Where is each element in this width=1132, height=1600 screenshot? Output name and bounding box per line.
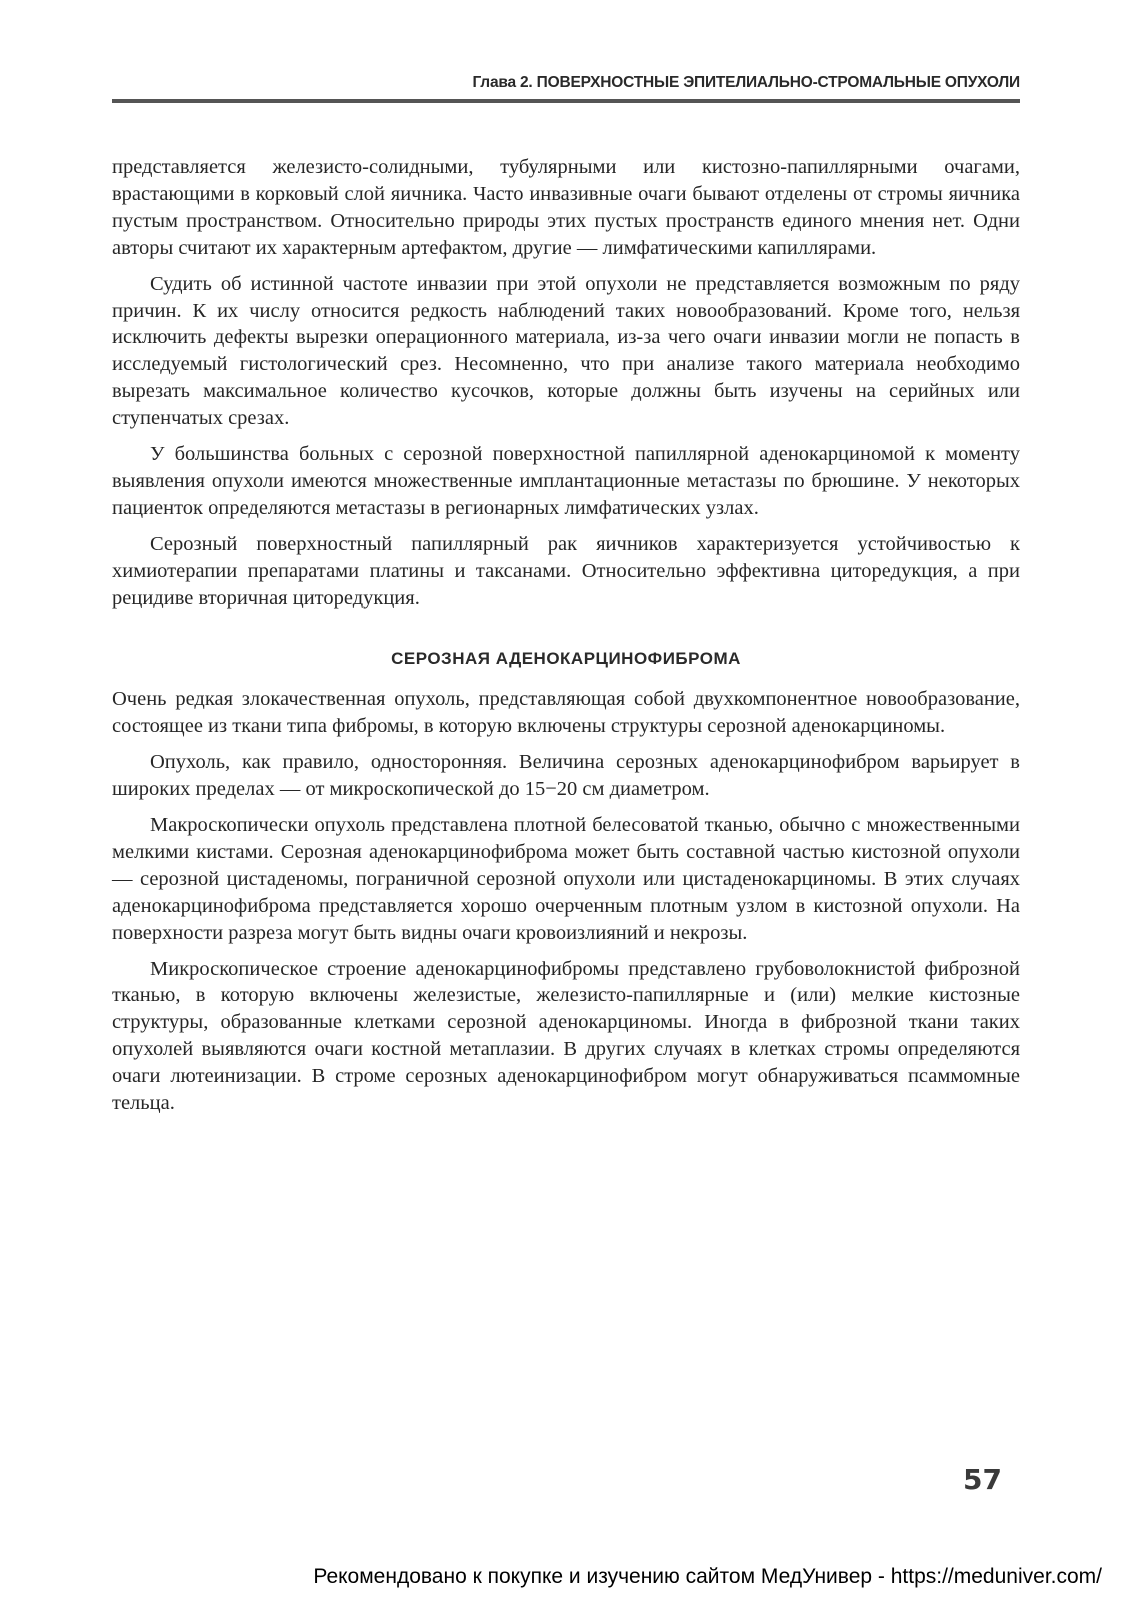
paragraph-4: Серозный поверхностный папиллярный рак яичников характеризуется устойчивостью к химиотерапии препаратами платины и таксанами. Относительно эффективна циторедукция, а при рецидиве вторичная циторедукция.	[112, 532, 1020, 609]
paragraph-8: Микроскопическое строение аденокарцинофибромы представлено грубоволокнистой фиброзной тканью, в которую включены железистые, железисто-папиллярные и (или) мелкие кистозные структуры, образованные клетками серозной аденокарциномы. Иногда в фиброзной ткани таких опухолей выявляются очаги костной метаплазии. В других случаях в клетках стромы определяются очаги лютеинизации. В строме серозных аденокарцинофибром могут обнаруживаться псаммомные тельца.	[112, 957, 1020, 1115]
section-heading: СЕРОЗНАЯ АДЕНОКАРЦИНОФИБРОМА	[391, 648, 741, 668]
page-number: 57	[963, 1463, 1002, 1496]
page-body	[112, 154, 1020, 1117]
paragraph-5: Очень редкая злокачественная опухоль, представляющая собой двухкомпонентное новообразование, состоящее из ткани типа фибромы, в которую включены структуры серозной аденокарциномы.	[112, 688, 1020, 738]
paragraph-1: представляется железисто-солидными, тубулярными или кистозно-папиллярными очагами, врастающими в корковый слой яичника. Часто инвазивные очаги бывают отделены от стромы яичника пустым пространством. Относительно природы этих пустых пространств единого мнения нет. Одни авторы считают их характерным артефактом, другие — лимфатическими капиллярами.	[112, 156, 1020, 259]
header-rule	[112, 99, 1020, 103]
paragraph-6: Опухоль, как правило, односторонняя. Величина серозных аденокарцинофибром варьирует в широких пределах — от микроскопической до 15−20 см диаметром.	[112, 751, 1020, 801]
paragraph-7: Макроскопически опухоль представлена плотной белесоватой тканью, обычно с множественными мелкими кистами. Серозная аденокарцинофиброма может быть составной частью кистозной опухоли — серозной цистаденомы, пограничной серозной опухоли или цистаденокарциномы. В этих случаях аденокарцинофиброма представляется хорошо очерченным плотным узлом в кистозной опухоли. На поверхности разреза могут быть видны очаги кровоизлияний и некрозы.	[112, 814, 1020, 944]
running-head: Глава 2. ПОВЕРХНОСТНЫЕ ЭПИТЕЛИАЛЬНО-СТРОМАЛЬНЫЕ ОПУХОЛИ	[472, 74, 1020, 91]
footer-note: Рекомендовано к покупке и изучению сайтом МедУнивер - https://meduniver.com/	[313, 1565, 1102, 1588]
paragraph-2: Судить об истинной частоте инвазии при этой опухоли не представляется возможным по ряду причин. К их числу относится редкость наблюдений таких новообразований. Кроме того, нельзя исключить дефекты вырезки операционного материала, из-за чего очаги инвазии могли не попасть в исследуемый гистологический срез. Несомненно, что при анализе такого материала необходимо вырезать максимальное количество кусочков, которые должны быть изучены на серийных или ступенчатых срезах.	[112, 272, 1020, 430]
paragraph-3: У большинства больных с серозной поверхностной папиллярной аденокарциномой к моменту выявления опухоли имеются множественные имплантационные метастазы по брюшине. У некоторых пациенток определяются метастазы в регионарных лимфатических узлах.	[112, 443, 1020, 519]
